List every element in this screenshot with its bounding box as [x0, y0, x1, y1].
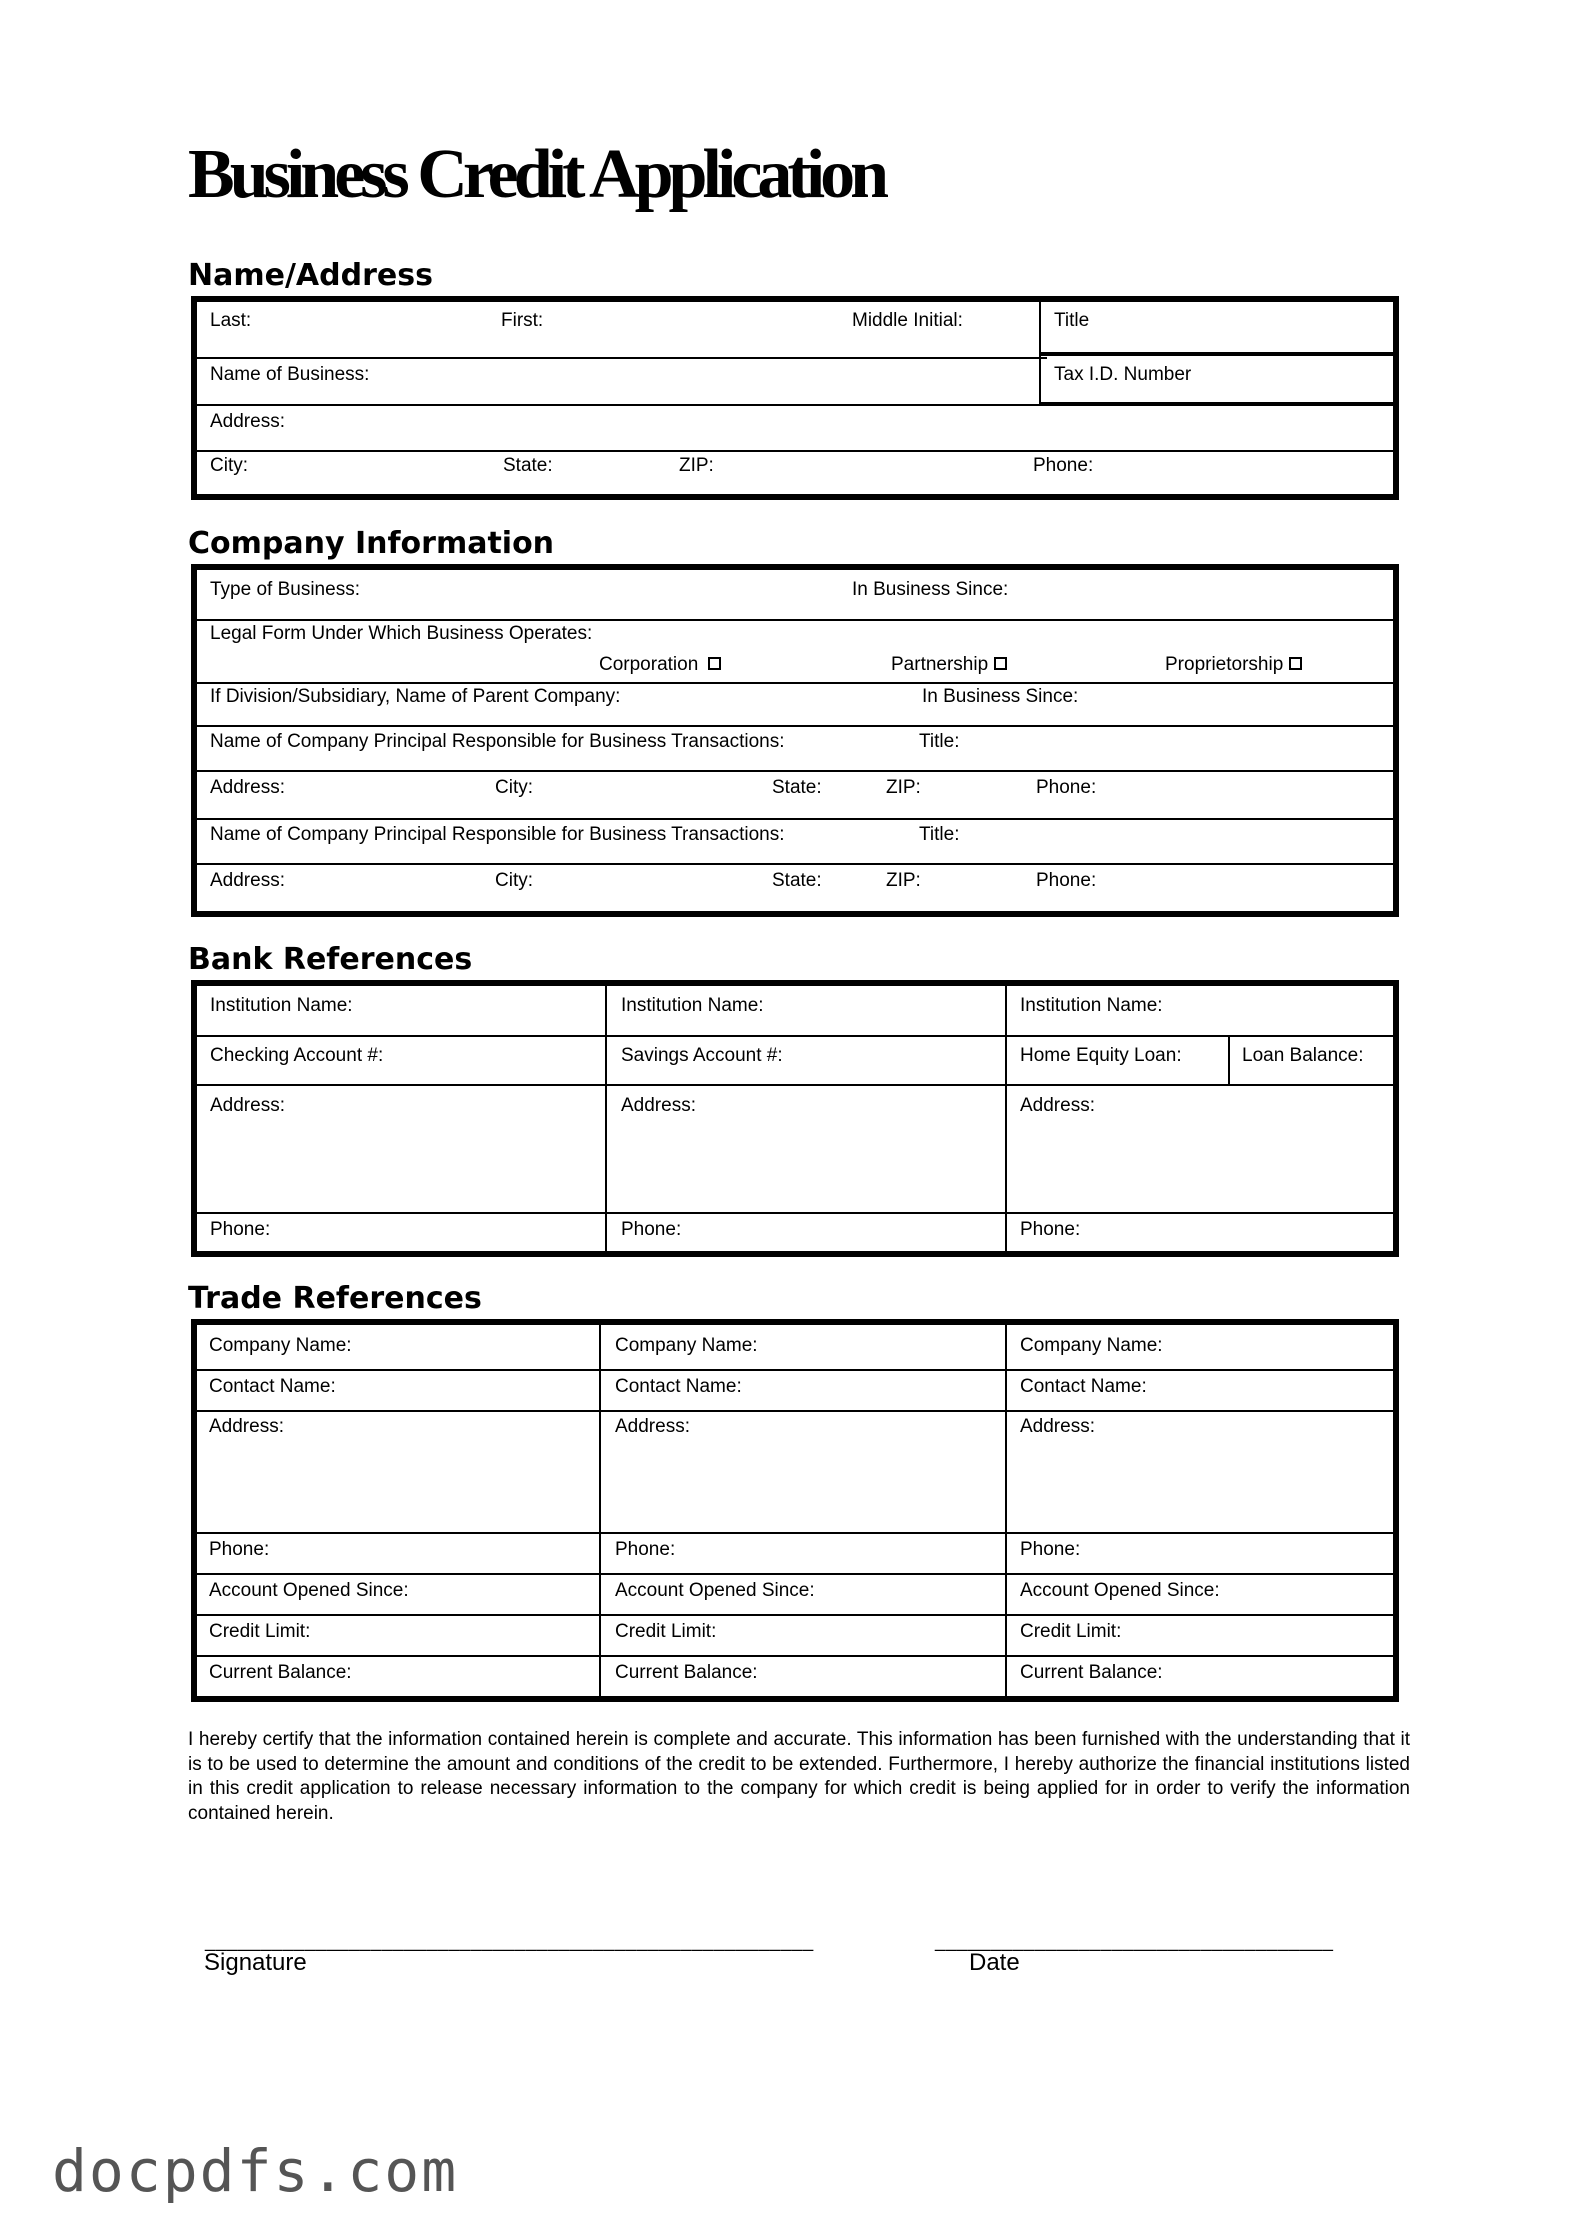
- corporation-option[interactable]: [599, 655, 721, 674]
- divider: [1039, 402, 1399, 406]
- principal-1-phone-field[interactable]: Phone:: [1036, 777, 1097, 798]
- divider: [197, 1655, 1399, 1657]
- zip-field[interactable]: ZIP:: [679, 455, 714, 476]
- principal-2-phone-field[interactable]: Phone:: [1036, 870, 1097, 891]
- parent-in-business-since-field[interactable]: In Business Since:: [922, 686, 1079, 707]
- trade-1-address-field[interactable]: Address:: [209, 1416, 284, 1437]
- principal-1-name-field[interactable]: Name of Company Principal Responsible for Business Transactions:: [210, 731, 785, 752]
- proprietorship-checkbox[interactable]: [1289, 657, 1302, 670]
- principal-2-address-field[interactable]: Address:: [210, 870, 285, 891]
- legal-form-label: Legal Form Under Which Business Operates:: [210, 623, 593, 644]
- trade-1-contact-field[interactable]: Contact Name:: [209, 1376, 336, 1397]
- tax-id-field[interactable]: Tax I.D. Number: [1054, 364, 1192, 385]
- in-business-since-field[interactable]: In Business Since:: [852, 579, 1009, 600]
- type-of-business-field[interactable]: Type of Business:: [210, 579, 360, 600]
- phone-field[interactable]: Phone:: [1033, 455, 1094, 476]
- divider: [1039, 302, 1041, 406]
- first-name-field[interactable]: First:: [501, 310, 544, 331]
- parent-company-field[interactable]: If Division/Subsidiary, Name of Parent Company:: [210, 686, 621, 707]
- bank-1-institution-field[interactable]: Institution Name:: [210, 995, 353, 1016]
- divider: [197, 619, 1399, 621]
- company-info-box: [191, 564, 1399, 917]
- business-name-field[interactable]: Name of Business:: [210, 364, 370, 385]
- trade-3-company-field[interactable]: Company Name:: [1020, 1335, 1163, 1356]
- corporation-label: Corporation: [599, 654, 699, 675]
- divider: [197, 1084, 1399, 1086]
- page-title: Business Credit Application: [188, 136, 885, 213]
- section-heading-trade-refs: Trade References: [188, 1281, 482, 1316]
- principal-1-state-field[interactable]: State:: [772, 777, 822, 798]
- bank-2-savings-field[interactable]: Savings Account #:: [621, 1045, 783, 1066]
- divider: [197, 404, 1047, 406]
- partnership-option[interactable]: [891, 655, 1007, 674]
- divider: [1039, 352, 1399, 356]
- bank-refs-box: [191, 980, 1399, 1257]
- corporation-checkbox[interactable]: [708, 657, 721, 670]
- bank-2-phone-field[interactable]: Phone:: [621, 1219, 682, 1240]
- divider: [1005, 986, 1007, 1257]
- trade-1-company-field[interactable]: Company Name:: [209, 1335, 352, 1356]
- middle-initial-field[interactable]: Middle Initial:: [852, 310, 963, 331]
- bank-1-address-field[interactable]: Address:: [210, 1095, 285, 1116]
- bank-3-loan-balance-field[interactable]: Loan Balance:: [1242, 1045, 1364, 1066]
- divider: [197, 1212, 1399, 1214]
- name-address-box: [191, 296, 1399, 500]
- trade-2-account-opened-field[interactable]: Account Opened Since:: [615, 1580, 815, 1601]
- principal-1-city-field[interactable]: City:: [495, 777, 533, 798]
- bank-3-home-equity-field[interactable]: Home Equity Loan:: [1020, 1045, 1182, 1066]
- divider: [1228, 1035, 1230, 1084]
- proprietorship-label: Proprietorship: [1165, 654, 1284, 675]
- bank-2-address-field[interactable]: Address:: [621, 1095, 696, 1116]
- trade-3-account-opened-field[interactable]: Account Opened Since:: [1020, 1580, 1220, 1601]
- principal-1-title-field[interactable]: Title:: [919, 731, 960, 752]
- section-heading-name-address: Name/Address: [188, 258, 433, 293]
- trade-1-account-opened-field[interactable]: Account Opened Since:: [209, 1580, 409, 1601]
- principal-1-zip-field[interactable]: ZIP:: [886, 777, 921, 798]
- divider: [197, 725, 1399, 727]
- proprietorship-option[interactable]: [1165, 655, 1302, 674]
- divider: [197, 1035, 1399, 1037]
- trade-2-contact-field[interactable]: Contact Name:: [615, 1376, 742, 1397]
- certification-text: I hereby certify that the information contained herein is complete and accurate. This information has been furnished with the understanding that it is to be used to determine the amount and conditions of the credit to be extended. Furthermore, I hereby authorize the financial institutions listed in this credit application to release necessary information to the company for which credit is being applied for in order to verify the information contained herein.: [188, 1729, 1410, 1824]
- trade-2-credit-limit-field[interactable]: Credit Limit:: [615, 1621, 717, 1642]
- divider: [197, 1614, 1399, 1616]
- divider: [197, 450, 1399, 452]
- principal-1-address-field[interactable]: Address:: [210, 777, 285, 798]
- trade-3-credit-limit-field[interactable]: Credit Limit:: [1020, 1621, 1122, 1642]
- address-field[interactable]: Address:: [210, 411, 285, 432]
- trade-1-phone-field[interactable]: Phone:: [209, 1539, 270, 1560]
- divider: [197, 863, 1399, 865]
- trade-1-current-balance-field[interactable]: Current Balance:: [209, 1662, 352, 1683]
- trade-3-contact-field[interactable]: Contact Name:: [1020, 1376, 1147, 1397]
- divider: [197, 770, 1399, 772]
- last-name-field[interactable]: Last:: [210, 310, 252, 331]
- divider: [197, 357, 1047, 359]
- divider: [599, 1325, 601, 1702]
- trade-2-current-balance-field[interactable]: Current Balance:: [615, 1662, 758, 1683]
- watermark: docpdfs.com: [52, 2137, 459, 2205]
- partnership-checkbox[interactable]: [994, 657, 1007, 670]
- divider: [197, 1573, 1399, 1575]
- bank-3-address-field[interactable]: Address:: [1020, 1095, 1095, 1116]
- principal-2-name-field[interactable]: Name of Company Principal Responsible for Business Transactions:: [210, 824, 785, 845]
- divider: [1005, 1325, 1007, 1702]
- trade-2-address-field[interactable]: Address:: [615, 1416, 690, 1437]
- date-line[interactable]: ____________________________________: [935, 1931, 1334, 1952]
- trade-2-company-field[interactable]: Company Name:: [615, 1335, 758, 1356]
- divider: [605, 986, 607, 1257]
- trade-3-phone-field[interactable]: Phone:: [1020, 1539, 1081, 1560]
- title-field[interactable]: Title: [1054, 310, 1090, 331]
- divider: [197, 818, 1399, 820]
- trade-3-current-balance-field[interactable]: Current Balance:: [1020, 1662, 1163, 1683]
- principal-2-zip-field[interactable]: ZIP:: [886, 870, 921, 891]
- bank-3-institution-field[interactable]: Institution Name:: [1020, 995, 1163, 1016]
- bank-3-phone-field[interactable]: Phone:: [1020, 1219, 1081, 1240]
- city-field[interactable]: City:: [210, 455, 248, 476]
- bank-1-checking-field[interactable]: Checking Account #:: [210, 1045, 384, 1066]
- bank-2-institution-field[interactable]: Institution Name:: [621, 995, 764, 1016]
- section-heading-company-info: Company Information: [188, 526, 555, 561]
- principal-2-city-field[interactable]: City:: [495, 870, 533, 891]
- principal-2-state-field[interactable]: State:: [772, 870, 822, 891]
- trade-1-credit-limit-field[interactable]: Credit Limit:: [209, 1621, 311, 1642]
- trade-3-address-field[interactable]: Address:: [1020, 1416, 1095, 1437]
- section-heading-bank-refs: Bank References: [188, 942, 473, 977]
- divider: [197, 682, 1399, 684]
- trade-2-phone-field[interactable]: Phone:: [615, 1539, 676, 1560]
- divider: [197, 1532, 1399, 1534]
- divider: [197, 1410, 1399, 1412]
- principal-2-title-field[interactable]: Title:: [919, 824, 960, 845]
- trade-refs-box: [191, 1319, 1399, 1702]
- signature-label: Signature: [204, 1949, 307, 1976]
- signature-line[interactable]: _______________________________________________________: [205, 1931, 814, 1952]
- state-field[interactable]: State:: [503, 455, 553, 476]
- partnership-label: Partnership: [891, 654, 989, 675]
- divider: [197, 1369, 1399, 1371]
- bank-1-phone-field[interactable]: Phone:: [210, 1219, 271, 1240]
- date-label: Date: [969, 1949, 1020, 1976]
